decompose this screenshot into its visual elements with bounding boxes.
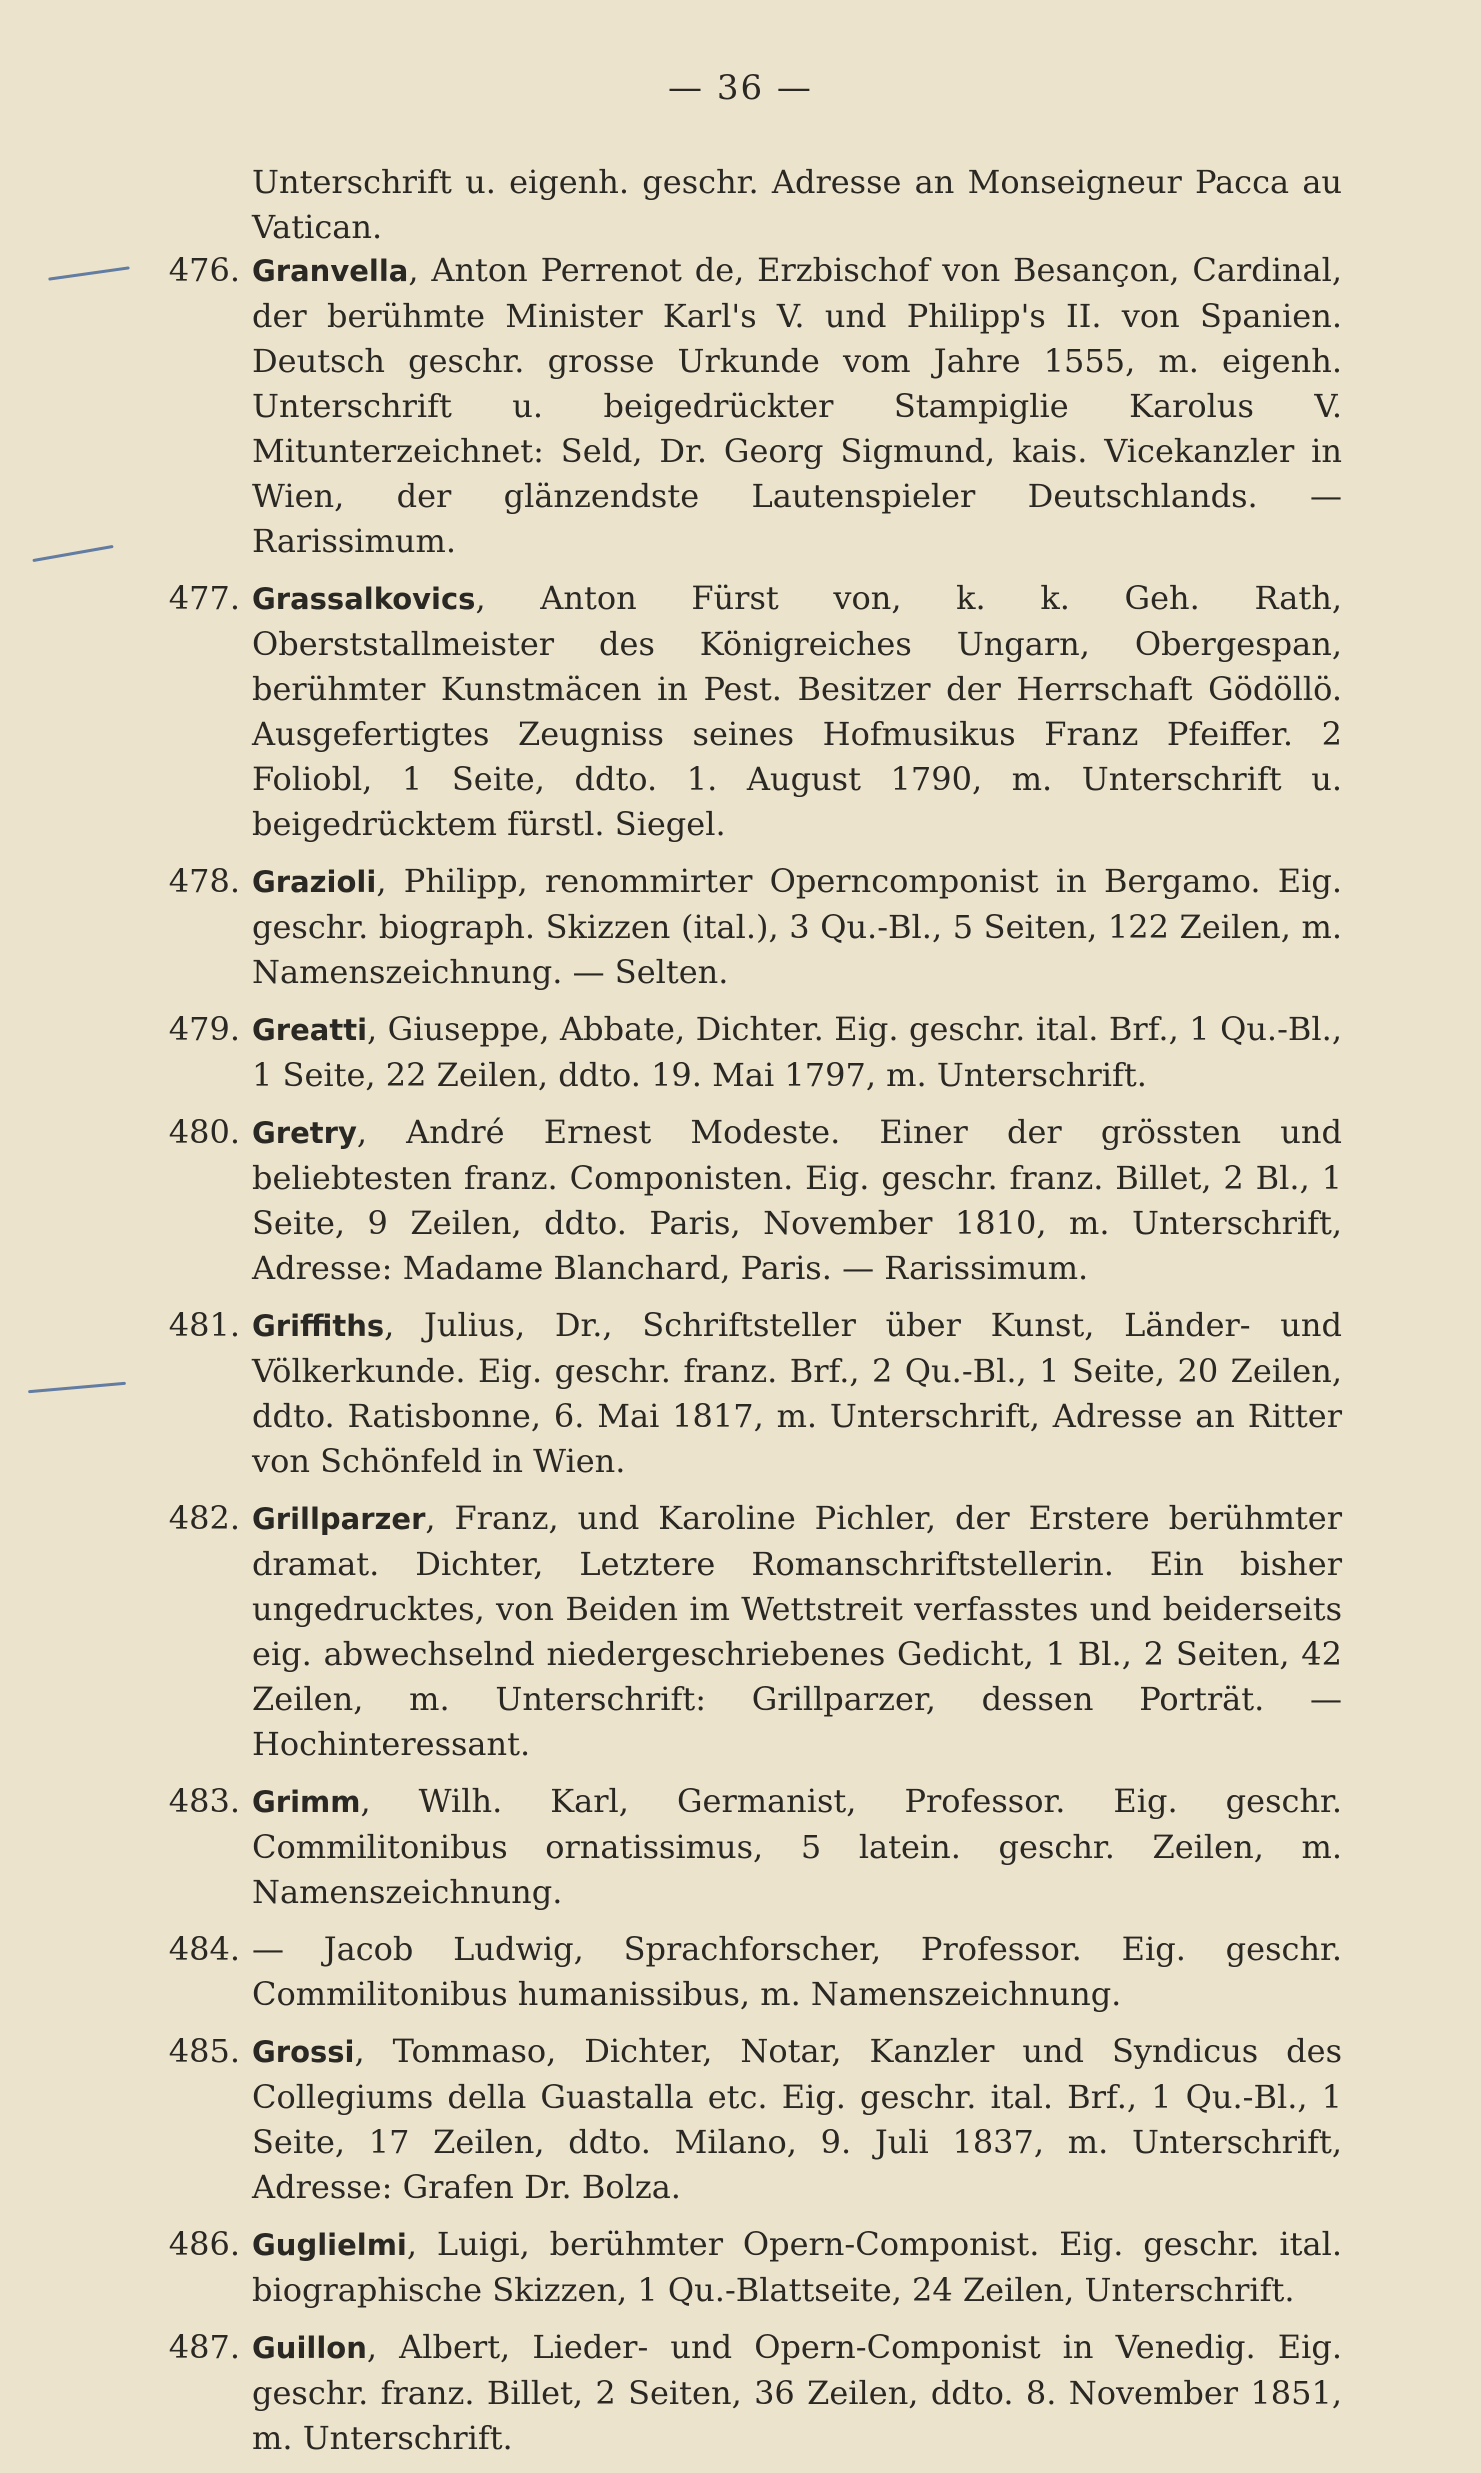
- margin-pencil-mark: [28, 1382, 126, 1394]
- catalog-entry: [160, 2222, 1342, 2313]
- entry-number: 478.: [168, 862, 240, 900]
- margin-pencil-mark: [32, 545, 113, 562]
- entry-name: Grillparzer: [252, 1502, 426, 1536]
- entry-description: , Philipp, renommirter Operncomponist in Bergamo. Eig. geschr. biograph. Skizzen (ital.), 3 Qu.-Bl., 5 Seiten, 122 Zeilen, m. Namenszeichnung. — Selten.: [252, 862, 1342, 991]
- entry-name: Greatti: [252, 1013, 368, 1047]
- entry-name: Guglielmi: [252, 2228, 407, 2262]
- entry-description: , André Ernest Modeste. Einer der grössten und beliebtesten franz. Componisten. Eig. geschr. franz. Billet, 2 Bl., 1 Seite, 9 Zeilen, ddto. Paris, November 1810, m. Unterschrift, Adresse: Madame Blanchard, Paris. — Rarissimum.: [252, 1113, 1342, 1287]
- entry-description: , Wilh. Karl, Germanist, Professor. Eig. geschr. Commilitonibus ornatissimus, 5 latein. geschr. Zeilen, m. Namenszeichnung.: [252, 1782, 1342, 1911]
- entry-name: Grossi: [252, 2035, 355, 2069]
- entry-number: 484.: [168, 1930, 240, 1968]
- catalog-entry: [160, 248, 1342, 564]
- entry-number: 477.: [168, 579, 240, 617]
- catalog-entry: [160, 1927, 1342, 2017]
- entry-number: 479.: [168, 1010, 240, 1048]
- entry-number: 480.: [168, 1113, 240, 1151]
- entry-description: , Luigi, berühmter Opern-Componist. Eig. geschr. ital. biographische Skizzen, 1 Qu.-Blattseite, 24 Zeilen, Unterschrift.: [252, 2225, 1342, 2309]
- entry-name: Grimm: [252, 1785, 361, 1819]
- catalog-entry: [160, 576, 1342, 847]
- entry-name: Granvella: [252, 254, 409, 288]
- entry-name: Griffiths: [252, 1309, 385, 1343]
- entry-number: 483.: [168, 1782, 240, 1820]
- catalog-entry: [160, 2325, 1342, 2461]
- entry-description: , Franz, und Karoline Pichler, der Erstere berühmter dramat. Dichter, Letztere Romanschriftstellerin. Ein bisher ungedrucktes, von Beiden im Wettstreit verfasstes und beiderseits eig. abwechselnd niedergeschriebenes Gedicht, 1 Bl., 2 Seiten, 42 Zeilen, m. Unterschrift: Grillparzer, dessen Porträt. — Hochinteressant.: [252, 1499, 1342, 1763]
- entry-description: — Jacob Ludwig, Sprachforscher, Professor. Eig. geschr. Commilitonibus humanissibus, m. Namenszeichnung.: [252, 1930, 1342, 2013]
- entry-list: [160, 248, 1342, 2473]
- catalog-entry: [160, 859, 1342, 995]
- entry-name: Gretry: [252, 1116, 357, 1150]
- entry-name: Grassalkovics: [252, 582, 476, 616]
- entry-description: , Julius, Dr., Schriftsteller über Kunst, Länder- und Völkerkunde. Eig. geschr. franz. Brf., 2 Qu.-Bl., 1 Seite, 20 Zeilen, ddto. Ratisbonne, 6. Mai 1817, m. Unterschrift, Adresse an Ritter von Schönfeld in Wien.: [252, 1306, 1342, 1480]
- margin-pencil-mark: [48, 266, 130, 280]
- entry-description: , Anton Fürst von, k. k. Geh. Rath, Oberststallmeister des Königreiches Ungarn, Obergespan, berühmter Kunstmäcen in Pest. Besitzer der Herrschaft Gödöllö. Ausgefertigtes Zeugniss seines Hofmusikus Franz Pfeiffer. 2 Foliobl, 1 Seite, ddto. 1. August 1790, m. Unterschrift u. beigedrücktem fürstl. Siegel.: [252, 579, 1342, 843]
- entry-number: 481.: [168, 1306, 240, 1344]
- entry-description: , Giuseppe, Abbate, Dichter. Eig. geschr. ital. Brf., 1 Qu.-Bl., 1 Seite, 22 Zeilen, ddto. 19. Mai 1797, m. Unterschrift.: [252, 1010, 1342, 1094]
- entry-description: , Tommaso, Dichter, Notar, Kanzler und Syndicus des Collegiums della Guastalla etc. Eig. geschr. ital. Brf., 1 Qu.-Bl., 1 Seite, 17 Zeilen, ddto. Milano, 9. Juli 1837, m. Unterschrift, Adresse: Grafen Dr. Bolza.: [252, 2032, 1342, 2206]
- page-number: — 36 —: [668, 68, 813, 108]
- entry-number: 485.: [168, 2032, 240, 2070]
- continued-entry-text: Unterschrift u. eigenh. geschr. Adresse an Monseigneur Pacca au Vatican.: [252, 163, 1342, 246]
- entry-description: , Anton Perrenot de, Erzbischof von Besançon, Cardinal, der berühmte Minister Karl's V. und Philipp's II. von Spanien. Deutsch geschr. grosse Urkunde vom Jahre 1555, m. eigenh. Unterschrift u. beigedrückter Stampiglie Karolus V. Mitunterzeichnet: Seld, Dr. Georg Sigmund, kais. Vicekanzler in Wien, der glänzendste Lautenspieler Deutschlands. — Rarissimum.: [252, 251, 1342, 560]
- catalog-entry: [160, 1779, 1342, 1915]
- entry-number: 486.: [168, 2225, 240, 2263]
- entry-number: 476.: [168, 251, 240, 289]
- catalog-entry: [160, 1110, 1342, 1291]
- catalog-entry: [160, 1007, 1342, 1098]
- catalog-entry: [160, 1496, 1342, 1767]
- entry-number: 482.: [168, 1499, 240, 1537]
- catalog-entry: [160, 1303, 1342, 1484]
- entry-name: Grazioli: [252, 865, 377, 899]
- entry-number: 487.: [168, 2328, 240, 2366]
- entry-name: Guillon: [252, 2331, 367, 2365]
- entry-description: , Albert, Lieder- und Opern-Componist in Venedig. Eig. geschr. franz. Billet, 2 Seiten, 36 Zeilen, ddto. 8. November 1851, m. Unterschrift.: [252, 2328, 1342, 2457]
- catalog-entry: [160, 2029, 1342, 2210]
